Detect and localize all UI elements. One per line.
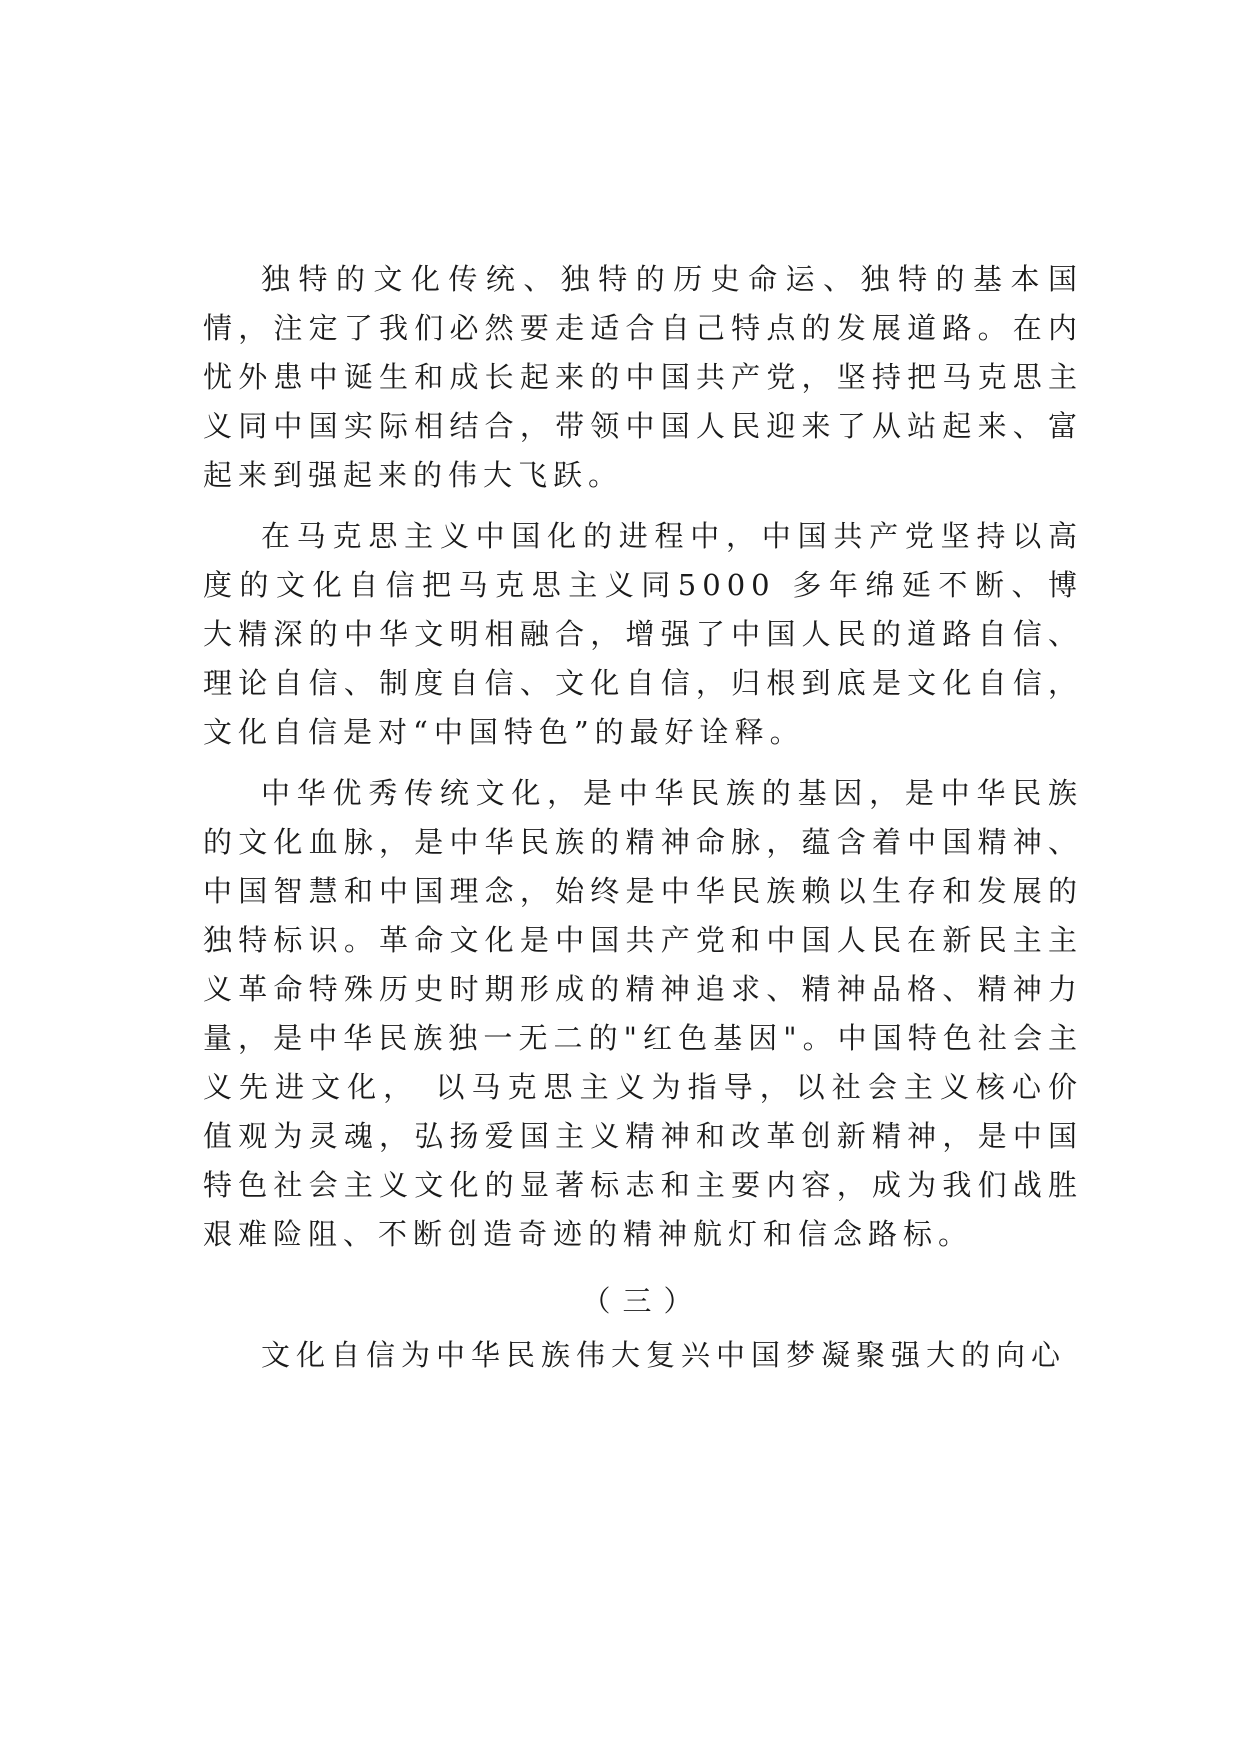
paragraph-3: 中华优秀传统文化，是中华民族的基因，是中华民族的文化血脉，是中华民族的精神命脉，蕴含着中国精神、中国智慧和中国理念，始终是中华民族赖以生存和发展的独特标识。革命文化是中国共产党和中国人民在新民主主义革命特殊历史时期形成的精神追求、精神品格、精神力量，是中华民族独一无二的"红色基因"。中国特色社会主义先进文化， 以马克思主义为指导，以社会主义核心价值观为灵魂，弘扬爱国主义精神和改革创新精神，是中国特色社会主义文化的显著标志和主要内容，成为我们战胜艰难险阻、不断创造奇迹的精神航灯和信念路标。 <box>203 776 1083 1251</box>
section-heading: （三） <box>581 1284 705 1318</box>
paragraph-1: 独特的文化传统、独特的历史命运、独特的基本国情，注定了我们必然要走适合自己特点的发展道路。在内忧外患中诞生和成长起来的中国共产党，坚持把马克思主义同中国实际相结合，带领中国人民迎来了从站起来、富起来到强起来的伟大飞跃。 <box>203 262 1083 492</box>
paragraph-2: 在马克思主义中国化的进程中，中国共产党坚持以高度的文化自信把马克思主义同5000 多年绵延不断、博大精深的中华文明相融合，增强了中国人民的道路自信、理论自信、制度自信、文化自信，归根到底是文化自信，文化自信是对“中国特色”的最好诠释。 <box>203 519 1083 749</box>
paragraph-4: 文化自信为中华民族伟大复兴中国梦凝聚强大的向心 <box>261 1338 1067 1372</box>
document-body <box>203 255 1083 1380</box>
